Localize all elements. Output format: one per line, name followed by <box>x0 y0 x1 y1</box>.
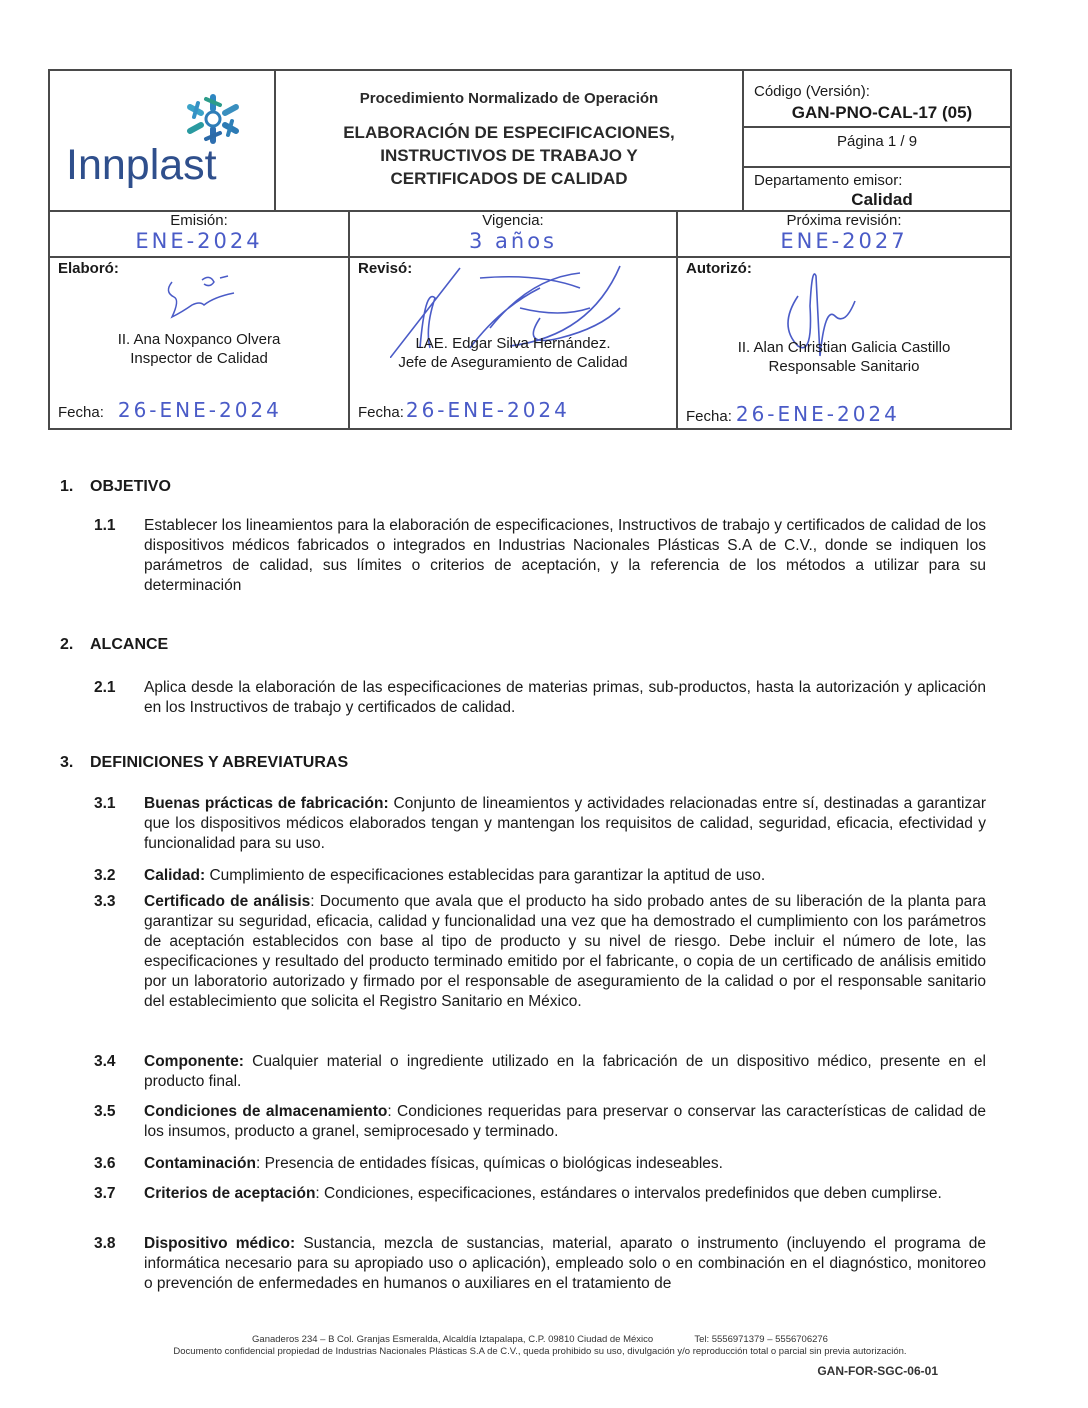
section-number: 3. <box>60 754 74 771</box>
title-line: INSTRUCTIVOS DE TRABAJO Y <box>380 146 638 165</box>
definition-term: Calidad: <box>144 867 206 884</box>
section-title: ALCANCE <box>90 636 169 653</box>
definition-text <box>144 1234 986 1294</box>
vigencia-value: 3 años <box>468 229 557 253</box>
fecha-value: 26-ENE-2024 <box>405 398 570 422</box>
footer-address: Ganaderos 234 – B Col. Granjas Esmeralda, Alcaldía Iztapalapa, C.P. 09810 Ciudad de México <box>252 1334 654 1345</box>
definition-term: Contaminación <box>144 1155 256 1172</box>
definition-3-1 <box>94 794 986 854</box>
definition-body: Sustancia, mezcla de sustancias, material, aparato o instrumento (incluyendo el programa de informática necesario para su apropiado uso o aplicación), empleado solo o en combinación en el diagnóstico, monitoreo o prevención de enfermedades en humanos o auxiliares en el tratamiento de <box>144 1235 986 1292</box>
proxima-revision-cell <box>678 212 1010 256</box>
code-label: Código (Versión): <box>754 83 870 100</box>
elaboro-role: Inspector de Calidad <box>130 350 268 367</box>
form-code: GAN-FOR-SGC-06-01 <box>817 1364 938 1378</box>
footer-phone: Tel: 5556971379 – 5556706276 <box>694 1334 828 1345</box>
reviso-fecha <box>358 398 570 422</box>
title-line: CERTIFICADOS DE CALIDAD <box>390 169 628 188</box>
elaboro-name: II. Ana Noxpanco Olvera <box>117 331 281 348</box>
definition-term: Dispositivo médico: <box>144 1235 296 1252</box>
page-number: Página 1 / 9 <box>744 128 1010 168</box>
definition-term: Componente: <box>144 1053 244 1070</box>
reviso-role: Jefe de Aseguramiento de Calidad <box>398 354 628 371</box>
fecha-value: 26-ENE-2024 <box>117 398 282 422</box>
definition-3-4 <box>94 1052 986 1092</box>
clause-number: 3.3 <box>94 893 116 910</box>
definition-text <box>144 1052 986 1092</box>
autorizo-label: Autorizó: <box>686 260 752 277</box>
section-title: OBJETIVO <box>90 478 171 495</box>
meta-cell <box>744 71 1010 210</box>
footer-address-line <box>100 1334 980 1345</box>
department-block <box>744 168 1010 210</box>
header-row-dates <box>50 212 1010 258</box>
section-heading-alcance <box>60 636 168 654</box>
definition-term: Condiciones de almacenamiento <box>144 1103 388 1120</box>
header-row-signatures <box>50 258 1010 428</box>
definition-3-2 <box>94 866 986 886</box>
proxima-revision-value: ENE-2027 <box>780 229 908 253</box>
clause-2-1 <box>94 678 986 718</box>
definition-3-8 <box>94 1234 986 1294</box>
definition-body: Cumplimiento de especificaciones establecidas para garantizar la aptitud de uso. <box>205 867 766 884</box>
fecha-value: 26-ENE-2024 <box>735 402 900 426</box>
reviso-name: LAE. Edgar Silva Hernández. <box>415 335 611 352</box>
section-number: 2. <box>60 636 74 653</box>
clause-text: Aplica desde la elaboración de las especificaciones de materias primas, sub-productos, hasta la autorización y aplicación en los Instructivos de trabajo y certificados de calidad. <box>144 679 986 716</box>
autorizo-role: Responsable Sanitario <box>768 358 920 375</box>
definition-body: : Presencia de entidades físicas, químicas o biológicas indeseables. <box>255 1155 723 1172</box>
clause-number: 3.1 <box>94 795 116 812</box>
reviso-label: Revisó: <box>358 260 413 277</box>
emision-cell <box>50 212 350 256</box>
clause-text: Establecer los lineamientos para la elaboración de especificaciones, Instructivos de trabajo y certificados de calidad de los dispositivos médicos fabricados o integrados en Industrias Nacionales Plásticas S.A de C.V., donde se indiquen los parámetros de calidad, sus límites o criterios de aceptación, y la referencia de los métodos a utilizar para su determinación <box>144 517 986 594</box>
fecha-label: Fecha: <box>58 404 104 421</box>
emision-value: ENE-2024 <box>135 229 263 253</box>
department-value: Calidad <box>851 190 913 209</box>
footer-confidential: Documento confidencial propiedad de Industrias Nacionales Plásticas S.A de C.V., queda prohibido su uso, divulgación y/o reproducción total o parcial sin previa autorización. <box>173 1346 907 1357</box>
definition-term: Certificado de análisis <box>144 893 311 910</box>
section-number: 1. <box>60 478 74 495</box>
definition-3-3 <box>94 892 986 1012</box>
code-block <box>744 71 1010 128</box>
definition-body: : Documento que avala que el producto ha sido probado antes de su liberación de la planta para garantizar su seguridad, eficacia, calidad y funcionalidad una vez que ha demostrado el cumplimiento con los parámetros de aceptación establecidos con base al tipo de producto y su nivel de riesgo. Debe incluir el número de lote, las especificaciones y resultado del producto terminado emitido por el fabricante, o copia de un certificado de análisis emitido por un laboratorio autorizado y firmado por el responsable de aseguramiento de la calidad o por el responsable sanitario del establecimiento que solicita el Registro Sanitario en México. <box>144 893 987 1010</box>
clause-1-1 <box>94 516 986 596</box>
clause-number: 2.1 <box>94 679 116 696</box>
definition-body: Conjunto de lineamientos y actividades relacionadas entre sí, destinadas a garantizar que los dispositivos médicos elaborados tengan y mantengan los requisitos de calidad, seguridad, eficacia, efectividad y funcionalidad para su uso. <box>144 795 987 852</box>
title-cell <box>276 71 744 210</box>
definition-3-6 <box>94 1154 986 1174</box>
definition-body: : Condiciones requeridas para preservar o conservar las características de calidad de los insumos, producto a granel, semiprocesado y terminado. <box>144 1103 986 1140</box>
proxima-revision-label: Próxima revisión: <box>786 212 902 229</box>
elaboro-fecha <box>58 398 282 422</box>
autorizo-cell <box>678 258 1010 428</box>
header-row-title <box>50 71 1010 212</box>
definition-text <box>144 794 986 854</box>
vigencia-label: Vigencia: <box>482 212 544 229</box>
document-header-table <box>48 69 1012 430</box>
section-heading-definiciones <box>60 754 348 772</box>
logo-wordmark: Innplast <box>66 141 217 189</box>
elaboro-cell <box>50 258 350 428</box>
definition-3-5 <box>94 1102 986 1142</box>
autorizo-person <box>678 338 1010 376</box>
clause-number: 3.4 <box>94 1053 116 1070</box>
definition-text <box>144 892 986 1012</box>
code-value: GAN-PNO-CAL-17 (05) <box>791 103 973 122</box>
definition-text <box>144 1184 986 1204</box>
autorizo-name: II. Alan Christian Galicia Castillo <box>737 339 951 356</box>
clause-number: 3.5 <box>94 1103 116 1120</box>
definition-3-7 <box>94 1184 986 1204</box>
definition-term: Criterios de aceptación <box>144 1185 316 1202</box>
clause-number: 3.2 <box>94 867 116 884</box>
procedure-type: Procedimiento Normalizado de Operación <box>359 90 659 107</box>
fecha-label: Fecha: <box>358 404 404 421</box>
vigencia-cell <box>350 212 678 256</box>
reviso-person <box>350 334 676 372</box>
department-label: Departamento emisor: <box>754 172 903 189</box>
section-heading-objetivo <box>60 478 171 496</box>
logo-cell <box>50 71 276 210</box>
elaboro-person <box>50 330 348 368</box>
innplast-snowflake-logo-icon <box>184 93 242 145</box>
signature-elaboro-icon <box>162 272 252 322</box>
clause-number: 1.1 <box>94 517 116 534</box>
clause-number: 3.6 <box>94 1155 116 1172</box>
document-title <box>276 121 742 190</box>
clause-number: 3.8 <box>94 1235 116 1252</box>
definition-term: Buenas prácticas de fabricación: <box>144 795 389 812</box>
reviso-cell <box>350 258 678 428</box>
autorizo-fecha <box>686 402 900 426</box>
definition-text <box>144 1154 986 1174</box>
section-title: DEFINICIONES Y ABREVIATURAS <box>90 754 349 771</box>
title-line: ELABORACIÓN DE ESPECIFICACIONES, <box>343 123 675 142</box>
definition-body: : Condiciones, especificaciones, estándares o intervalos predefinidos que deben cumplirse. <box>315 1185 942 1202</box>
definition-text <box>144 1102 986 1142</box>
fecha-label: Fecha: <box>686 408 732 425</box>
definition-body: Cualquier material o ingrediente utilizado en la fabricación de un dispositivo médico, presente en el producto final. <box>144 1053 986 1090</box>
emision-label: Emisión: <box>170 212 228 229</box>
elaboro-label: Elaboró: <box>58 260 119 277</box>
definition-text <box>144 866 986 886</box>
clause-number: 3.7 <box>94 1185 116 1202</box>
